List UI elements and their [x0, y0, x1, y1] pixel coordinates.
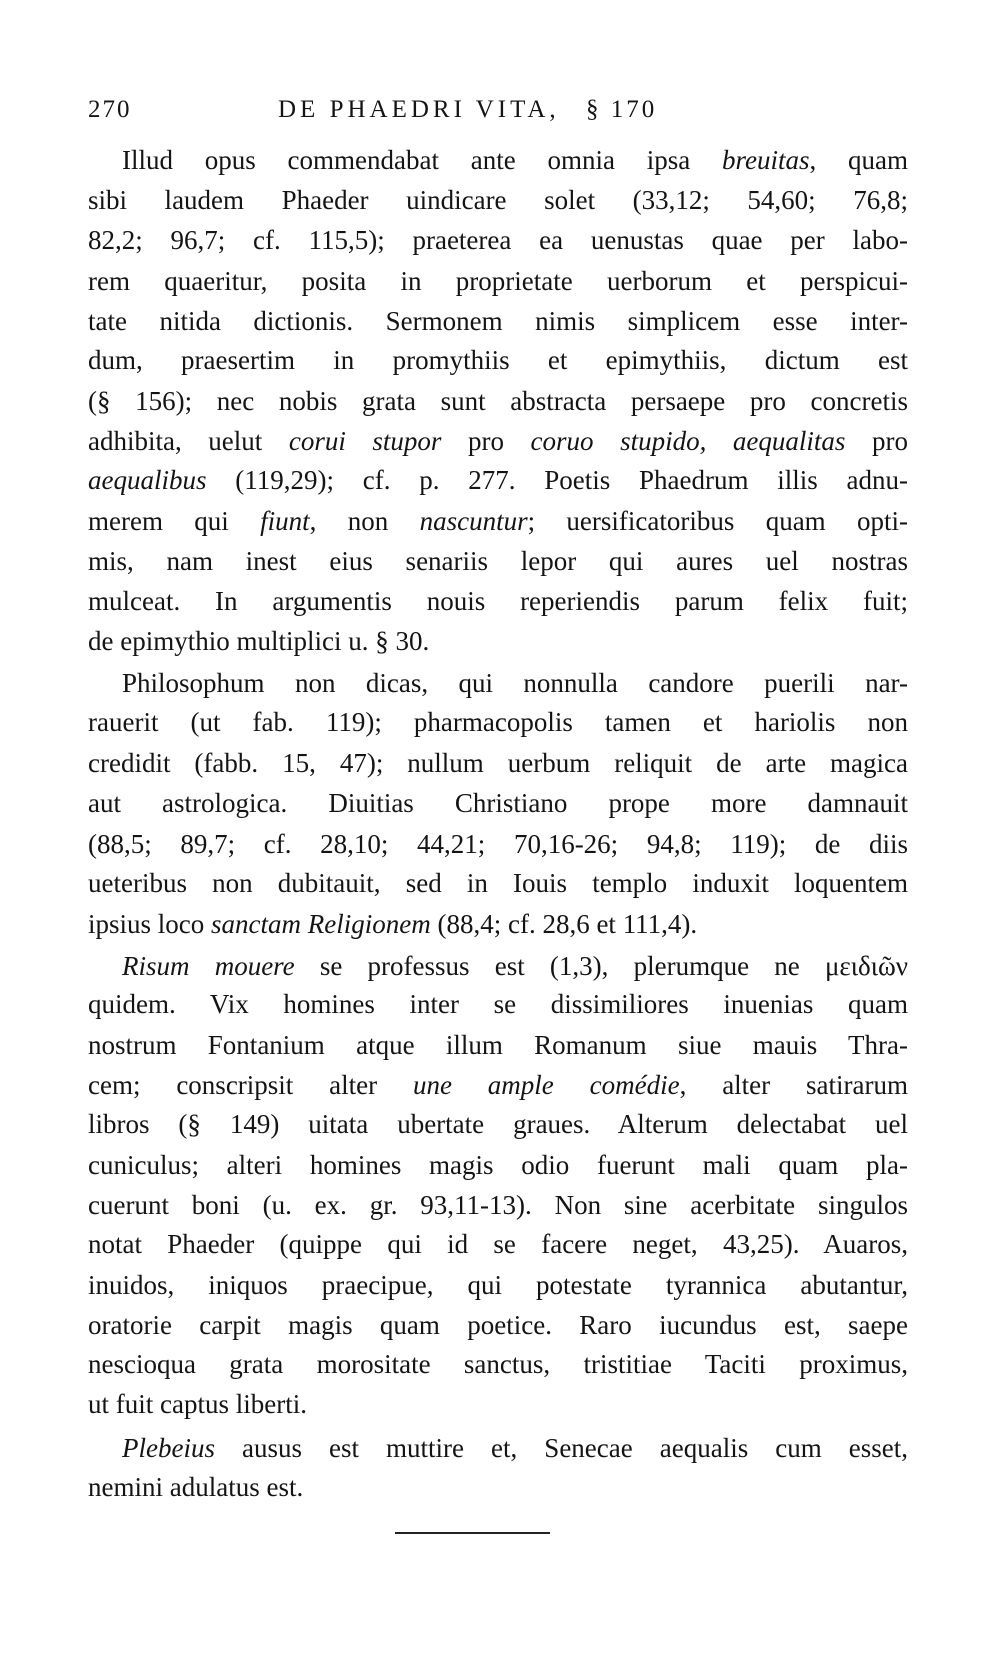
text-run: ausus est muttire et, Senecae aequalis cum esset, — [214, 1433, 908, 1463]
text-run: (119,29); cf. p. 277. Poetis Phaedrum illis adnu- — [206, 465, 908, 495]
running-title: DE PHAEDRI VITA, — [278, 96, 560, 123]
text-run: mis, nam inest eius senariis lepor qui aures uel nostras — [88, 546, 908, 576]
text-line — [88, 1148, 908, 1182]
italic-run: aequalibus — [88, 465, 207, 495]
text-run: merem qui — [88, 506, 261, 536]
italic-run: Plebeius — [122, 1433, 215, 1463]
text-line — [88, 987, 908, 1021]
text-run: quidem. Vix homines inter se dissimiliores inuenias quam — [88, 989, 908, 1019]
text-run: pro — [845, 426, 908, 456]
text-line — [88, 666, 908, 700]
text-line — [88, 504, 908, 538]
text-run: rauerit (ut fab. 119); pharmacopolis tamen et hariolis non — [88, 707, 908, 737]
text-run: 82,2; 96,7; cf. 115,5); praeterea ea uenustas quae per labo- — [88, 225, 908, 255]
text-line — [88, 705, 908, 739]
italic-run: une ample comédie — [412, 1070, 680, 1100]
italic-run: fiunt — [260, 506, 310, 536]
text-run: de epimythio multiplici u. § 30. — [88, 626, 430, 656]
text-line — [88, 304, 908, 338]
text-line — [88, 1227, 908, 1261]
text-line — [88, 746, 908, 780]
text-run: ut fuit captus liberti. — [88, 1389, 307, 1419]
text-line — [88, 1387, 908, 1421]
italic-run: nascuntur — [419, 506, 528, 536]
text-run: ipsius loco — [88, 909, 212, 939]
text-line — [88, 949, 908, 983]
text-line — [88, 183, 908, 217]
text-line — [88, 584, 908, 618]
text-run: libros (§ 149) uitata ubertate graues. Alterum delectabat uel — [88, 1109, 908, 1139]
text-run: cuniculus; alteri homines magis odio fuerunt mali quam pla- — [88, 1150, 908, 1180]
text-run: (88,5; 89,7; cf. 28,10; 44,21; 70,16-26; 94,8; 119); de diis — [88, 829, 908, 859]
text-run: se professus est (1,3), plerumque ne μειδιῶν — [294, 951, 908, 981]
closing-rule — [395, 1532, 550, 1534]
text-run: nemini adulatus est. — [88, 1472, 304, 1502]
text-run: adhibita, uelut — [88, 426, 289, 456]
text-run: inuidos, iniquos praecipue, qui potestate tyrannica abutantur, — [88, 1270, 908, 1300]
text-line — [88, 424, 908, 458]
text-run: nescioqua grata morositate sanctus, tristitiae Taciti proximus, — [88, 1349, 908, 1379]
page-number: 270 — [88, 96, 132, 123]
text-run: tate nitida dictionis. Sermonem nimis simplicem esse inter- — [88, 306, 908, 336]
italic-run: Risum mouere — [122, 951, 295, 981]
text-run: credidit (fabb. 15, 47); nullum uerbum reliquit de arte magica — [88, 748, 908, 778]
text-run: rem quaeritur, posita in proprietate uerborum et perspicui- — [88, 266, 908, 296]
text-line — [88, 866, 908, 900]
text-line — [88, 827, 908, 861]
italic-run: sanctam Religionem — [211, 909, 431, 939]
text-line — [88, 264, 908, 298]
text-line — [88, 1308, 908, 1342]
text-line — [88, 384, 908, 418]
text-line — [88, 1188, 908, 1222]
text-run: , alter satirarum — [679, 1070, 908, 1100]
text-run: sibi laudem Phaeder uindicare solet (33,12; 54,60; 76,8; — [88, 185, 908, 215]
text-run: (88,4; cf. 28,6 et 111,4). — [430, 909, 698, 939]
text-run: (§ 156); nec nobis grata sunt abstracta persaepe pro concretis — [88, 386, 908, 416]
running-header — [88, 96, 908, 132]
text-line — [88, 1068, 908, 1102]
text-run: ueteribus non dubitauit, sed in Iouis templo induxit loquentem — [88, 868, 908, 898]
text-line — [88, 907, 908, 941]
text-line — [88, 343, 908, 377]
text-line — [88, 223, 908, 257]
text-run: Illud opus commendabat ante omnia ipsa — [122, 145, 722, 175]
text-line — [88, 463, 908, 497]
text-run: pro — [441, 426, 531, 456]
text-line — [88, 624, 908, 658]
text-line — [88, 1028, 908, 1062]
text-line — [88, 143, 908, 177]
text-run: aut astrologica. Diuitias Christiano prope more damnauit — [88, 788, 908, 818]
text-line — [88, 1107, 908, 1141]
text-run: cuerunt boni (u. ex. gr. 93,11-13). Non sine acerbitate singulos — [88, 1190, 908, 1220]
section-number: § 170 — [586, 96, 658, 123]
text-run: , non — [309, 506, 420, 536]
italic-run: coruo stupido, aequalitas — [530, 426, 846, 456]
text-run: cem; conscripsit alter — [88, 1070, 413, 1100]
text-run: nostrum Fontanium atque illum Romanum siue mauis Thra- — [88, 1030, 908, 1060]
text-line — [88, 1347, 908, 1381]
text-line — [88, 544, 908, 578]
text-run: , quam — [809, 145, 908, 175]
text-run: notat Phaeder (quippe qui id se facere neget, 43,25). Auaros, — [88, 1229, 908, 1259]
text-run: ; uersificatoribus quam opti- — [527, 506, 909, 536]
text-line — [88, 1470, 908, 1504]
text-run: oratorie carpit magis quam poetice. Raro iucundus est, saepe — [88, 1310, 908, 1340]
text-run: mulceat. In argumentis nouis reperiendis parum felix fuit; — [88, 586, 908, 616]
text-line — [88, 1431, 908, 1465]
text-run: Philosophum non dicas, qui nonnulla candore puerili nar- — [122, 668, 908, 698]
text-line — [88, 1268, 908, 1302]
text-line — [88, 786, 908, 820]
text-run: dum, praesertim in promythiis et epimythiis, dictum est — [88, 345, 908, 375]
italic-run: breuitas — [721, 145, 810, 175]
italic-run: corui stupor — [288, 426, 442, 456]
